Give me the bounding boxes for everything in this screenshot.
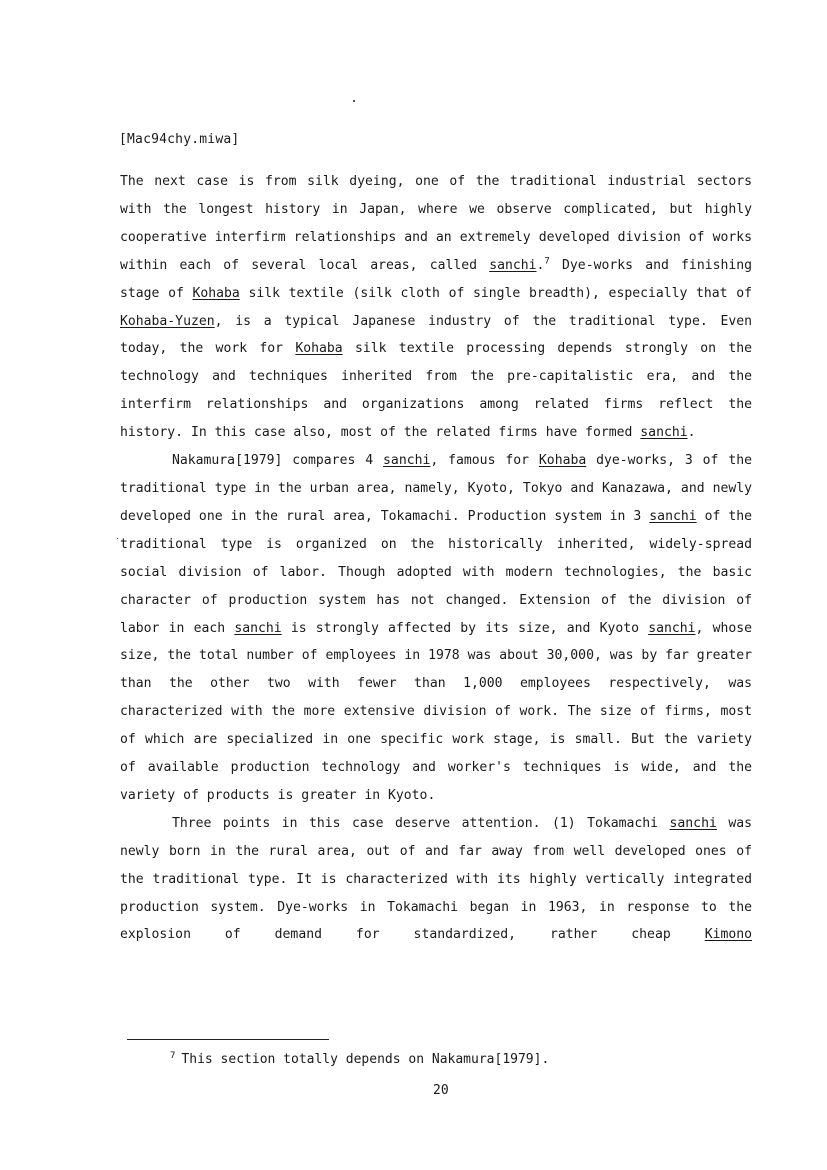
underlined-term: sanchi (648, 620, 696, 636)
text-run: dye-works, 3 of the traditional type in the urban area, namely, Kyoto, Tokyo and Kanazawa, and newly developed one in the rural area, Tokamachi. Production system in 3 (120, 453, 752, 524)
underlined-term: sanchi (489, 257, 537, 273)
footnote-reference: 7 (544, 256, 550, 267)
text-run: silk textile (silk cloth of single breadth), especially that of (239, 285, 752, 301)
paragraph-1 (120, 168, 752, 447)
underlined-term: Kohaba-Yuzen (120, 313, 215, 329)
text-run: Three points in this case deserve attention. (1) Tokamachi (172, 815, 670, 831)
paragraph-2 (120, 447, 752, 810)
body-text (120, 168, 752, 949)
underlined-term: Kimono (704, 927, 752, 943)
underlined-term: sanchi (669, 815, 717, 831)
underlined-term: sanchi (234, 620, 282, 636)
underlined-term: sanchi (383, 453, 431, 469)
text-run: , famous for (430, 453, 539, 469)
text-run: was newly born in the rural area, out of and far away from well developed ones of the traditional type. It is characterized with its highly vertically integrated production system. Dye-works in Tokamachi began in 1963, in response to the explosion of demand for standardized, rather cheap (120, 815, 752, 943)
footnote-divider (127, 1039, 329, 1040)
underlined-term: sanchi (649, 508, 697, 524)
text-run: . (536, 257, 545, 273)
text-run: . (687, 425, 696, 441)
text-run: , whose size, the total number of employees in 1978 was about 30,000, was by far greater than the other two with fewer than 1,000 employees respectively, was characterized with the more extensive division of work. The size of firms, most of which are specialized in one specific work stage, is small. But the variety of available production technology and worker's techniques is wide, and the variety of products is greater in Kyoto. (120, 620, 752, 803)
page-number: 20 (433, 1083, 449, 1098)
footnote-text: This section totally depends on Nakamura[1979]. (181, 1052, 550, 1067)
text-run: , is a typical Japanese industry of the traditional type. Even today, the work for (120, 313, 752, 357)
text-run: Nakamura[1979] compares 4 (172, 453, 384, 469)
underlined-term: Kohaba (538, 453, 587, 469)
paragraph-3 (120, 810, 752, 950)
text-run: of the traditional type is organized on the historically inherited, widely-spread social division of labor. Though adopted with modern technologies, the basic character of production system has not changed. Extension of the division of labor in each (120, 508, 752, 636)
text-run: Dye-works and finishing stage of (120, 257, 752, 301)
scan-speck (117, 538, 118, 539)
underlined-term: Kohaba (295, 341, 343, 357)
scan-speck (353, 100, 355, 102)
footnote (170, 1052, 549, 1067)
footnote-marker: 7 (170, 1050, 176, 1061)
text-run: is strongly affected by its size, and Kyoto (281, 620, 649, 636)
text-run: The next case is from silk dyeing, one of the traditional industrial sectors with the longest history in Japan, where we observe complicated, but highly cooperative interfirm relationships and an extremely developed division of works within each of several local areas, called (120, 174, 752, 273)
file-reference-header: [Mac94chy.miwa] (119, 132, 240, 147)
underlined-term: Kohaba (192, 285, 240, 301)
underlined-term: sanchi (640, 425, 688, 441)
text-run: silk textile processing depends strongly on the technology and techniques inherited from the pre-capitalistic era, and the interfirm relationships and organizations among related firms reflect the history. In this case also, most of the related firms have formed (120, 341, 753, 441)
